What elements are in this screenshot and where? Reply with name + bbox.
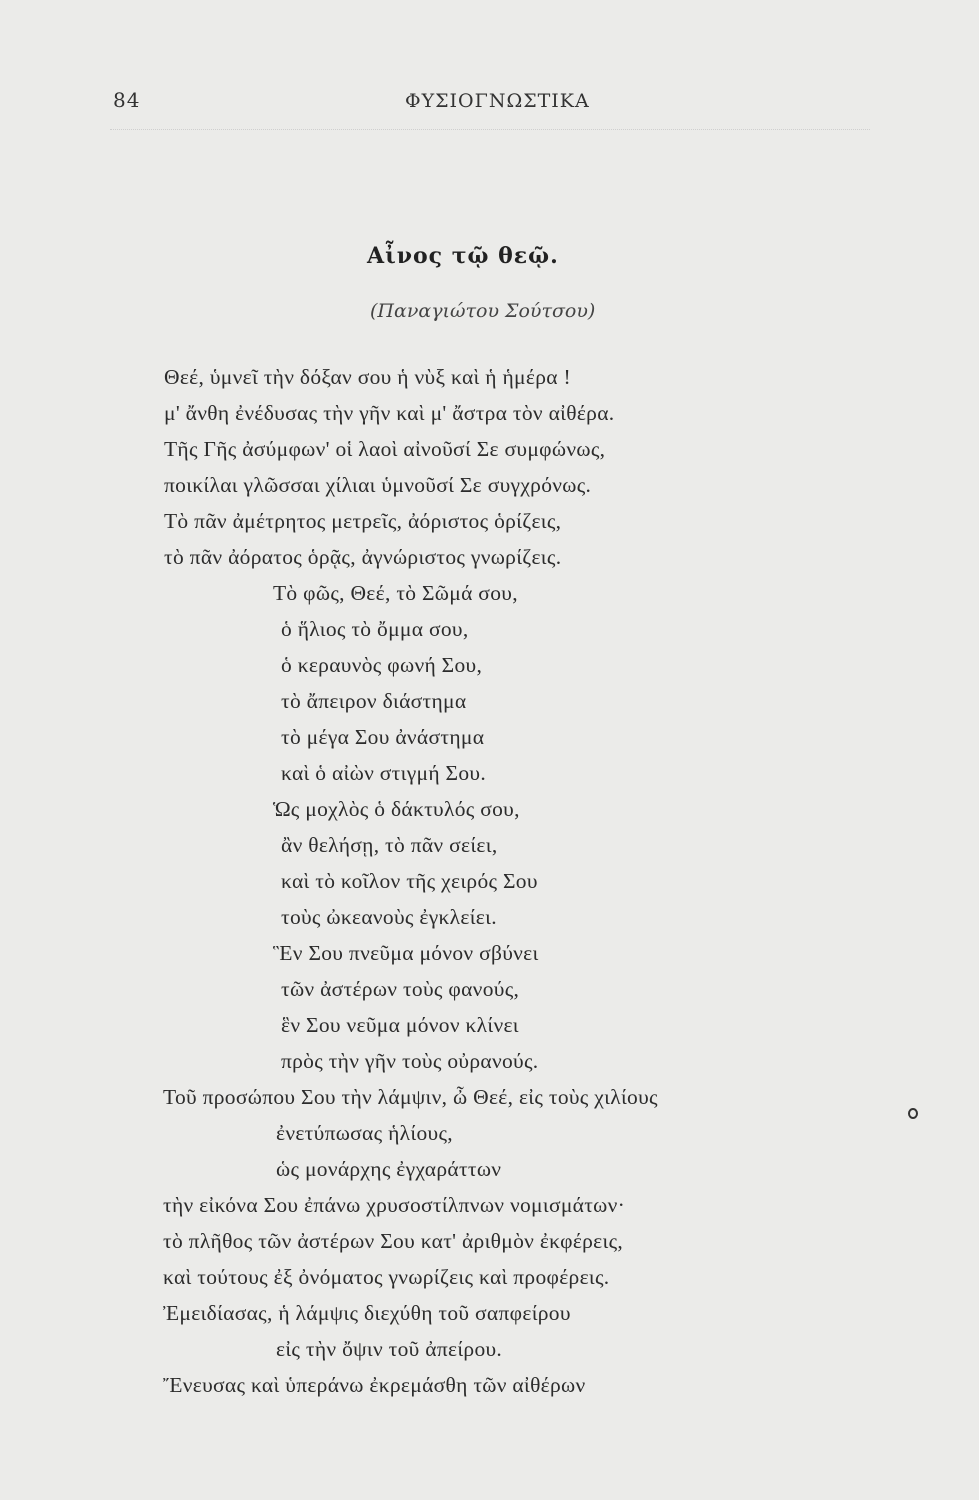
poem-line: ἐνετύπωσας ἡλίους,	[276, 1121, 453, 1145]
poem-line: ποικίλαι γλῶσσαι χίλιαι ὑμνοῦσί Σε συγχρόνως.	[164, 473, 592, 497]
poem-line: Θεέ, ὑμνεῖ τὴν δόξαν σου ἡ νὺξ καὶ ἡ ἡμέρα !	[164, 365, 571, 389]
poem-author: (Παναγιώτου Σούτσου)	[370, 300, 596, 322]
poem-line: καὶ ὁ αἰὼν στιγμή Σου.	[281, 761, 487, 785]
poem-line: Ἐμειδίασας, ἡ λάμψις διεχύθη τοῦ σαπφείρου	[163, 1301, 571, 1325]
poem-line: ὁ ἥλιος τὸ ὄμμα σου,	[281, 617, 469, 641]
poem-line: καὶ τὸ κοῖλον τῆς χειρός Σου	[281, 869, 538, 893]
poem-line: ἓν Σου νεῦμα μόνον κλίνει	[281, 1013, 519, 1037]
poem-line: τὸ μέγα Σου ἀνάστημα	[281, 725, 485, 749]
poem-title: Αἶνος τῷ θεῷ.	[367, 243, 559, 269]
poem-line: ὁ κεραυνὸς φωνή Σου,	[281, 653, 483, 677]
poem-line: Τὸ πᾶν ἀμέτρητος μετρεῖς, ἀόριστος ὁρίζεις,	[164, 509, 562, 533]
poem-line: τὸ πᾶν ἀόρατος ὁρᾷς, ἀγνώριστος γνωρίζεις.	[164, 545, 562, 569]
poem-line: τὸ ἄπειρον διάστημα	[281, 689, 467, 713]
poem-line: ὡς μονάρχης ἐγχαράττων	[276, 1157, 502, 1181]
running-title: ΦΥΣΙΟΓΝΩΣΤΙΚΑ	[405, 90, 590, 112]
poem-line: καὶ τούτους ἐξ ὀνόματος γνωρίζεις καὶ προφέρεις.	[163, 1265, 610, 1289]
page-header	[0, 88, 979, 128]
poem-line: ἂν θελήσῃ, τὸ πᾶν σείει,	[281, 833, 498, 857]
poem-line: Τοῦ προσώπου Σου τὴν λάμψιν, ὦ Θεέ, εἰς τοὺς χιλίους	[163, 1085, 658, 1109]
poem-line: τῶν ἀστέρων τοὺς φανούς,	[281, 977, 520, 1001]
margin-ring-mark	[908, 1108, 918, 1119]
header-divider	[110, 129, 870, 130]
poem-line: Ἓν Σου πνεῦμα μόνον σβύνει	[273, 941, 539, 965]
poem-line: μ' ἄνθη ἐνέδυσας τὴν γῆν καὶ μ' ἄστρα τὸν αἰθέρα.	[164, 401, 615, 425]
poem-line: τὴν εἰκόνα Σου ἐπάνω χρυσοστίλπνων νομισμάτων·	[163, 1193, 626, 1217]
poem-line: Τῆς Γῆς ἀσύμφων' οἱ λαοὶ αἰνοῦσί Σε συμφώνως,	[164, 437, 606, 461]
poem-line: τοὺς ὠκεανοὺς ἐγκλείει.	[281, 905, 497, 929]
page-number: 84	[113, 88, 141, 112]
poem-line: Ὡς μοχλὸς ὁ δάκτυλός σου,	[273, 797, 520, 821]
poem-line: πρὸς τὴν γῆν τοὺς οὐρανούς.	[281, 1049, 539, 1073]
poem-line: Τὸ φῶς, Θεέ, τὸ Σῶμά σου,	[273, 581, 518, 605]
poem-line: Ἔνευσας καὶ ὑπεράνω ἐκρεμάσθη τῶν αἰθέρων	[163, 1373, 586, 1397]
poem-line: τὸ πλῆθος τῶν ἀστέρων Σου κατ' ἀριθμὸν ἐκφέρεις,	[163, 1229, 624, 1253]
poem-line: εἰς τὴν ὄψιν τοῦ ἀπείρου.	[276, 1337, 503, 1361]
